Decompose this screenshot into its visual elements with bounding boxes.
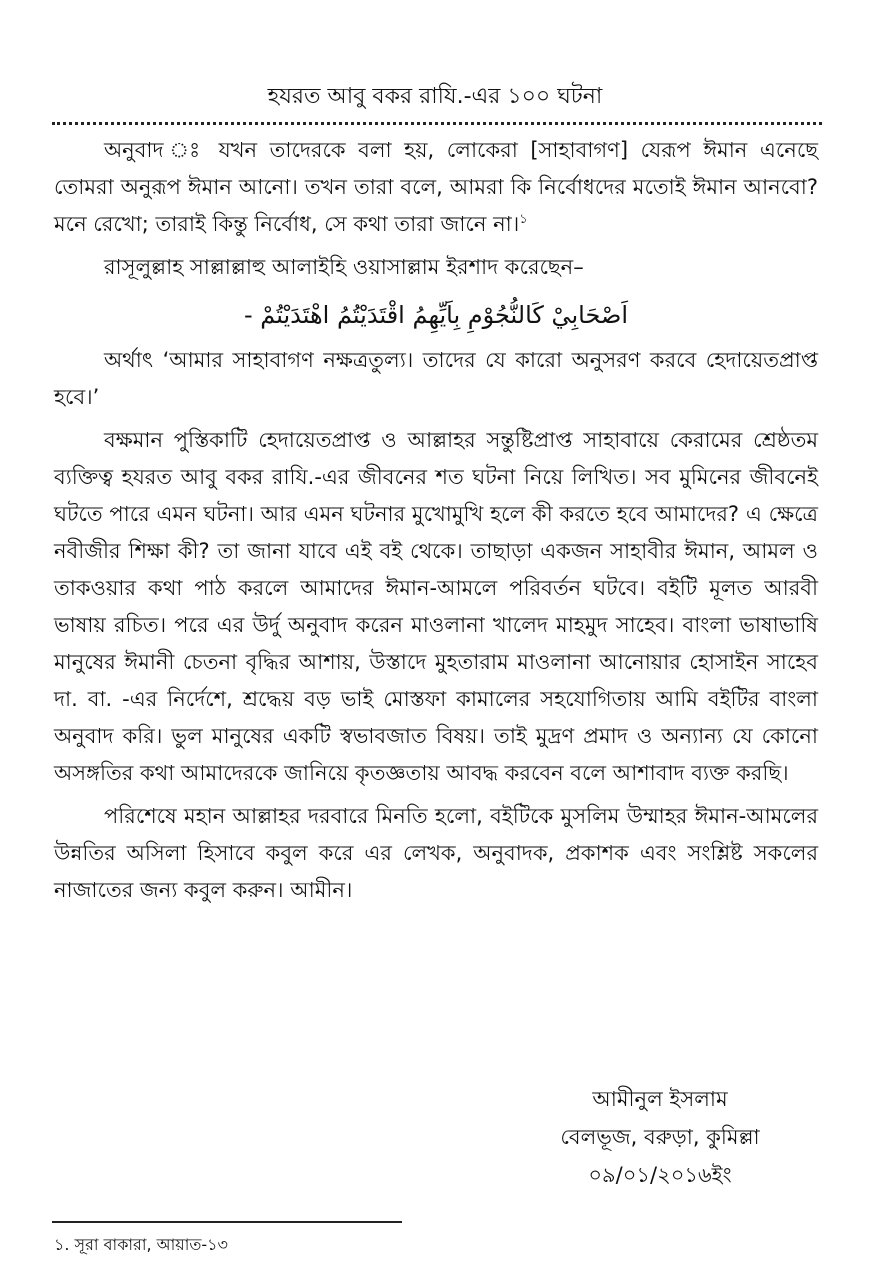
footnote-rule	[52, 1221, 402, 1223]
hadith-meaning: অর্থাৎ ‘আমার সাহাবাগণ নক্ষত্রতুল্য। তাদের যে কারো অনুসরণ করবে হেদায়েতপ্রাপ্ত হবে।’	[54, 348, 818, 409]
book-description-paragraph: বক্ষমান পুস্তিকাটি হেদায়েতপ্রাপ্ত ও আল্লাহর সন্তুষ্টিপ্রাপ্ত সাহাবায়ে কেরামের শ্রেষ্ঠতম ব্যক্তিত্ব হযরত আবু বকর রাযি.-এর জীবনের শত ঘটনা নিয়ে লিখিত। সব মুমিনের জীবনেই ঘটতে পারে এমন ঘটনা। আর এমন ঘটনার মুখোমুখি হলে কী করতে হবে আমাদের? এ ক্ষেত্রে নবীজীর শিক্ষা কী? তা জানা যাবে এই বই থেকে। তাছাড়া একজন সাহাবীর ঈমান, আমল ও তাকওয়ার কথা পাঠ করলে আমাদের ঈমান-আমলে পরিবর্তন ঘটবে। বইটি মূলত আরবী ভাষায় রচিত। পরে এর উর্দু অনুবাদ করেন মাওলানা খালেদ মাহমুদ সাহেব। বাংলা ভাষাভাষি মানুষের ঈমানী চেতনা বৃদ্ধির আশায়, উস্তাদে মুহতারাম মাওলানা আনোয়ার হোসাইন সাহেব দা. বা. -এর নির্দেশে, শ্রদ্ধেয় বড় ভাই মোস্তফা কামালের সহযোগিতায় আমি বইটির বাংলা অনুবাদ করি। ভুল মানুষের একটি স্বভাবজাত বিষয়। তাই মুদ্রণ প্রমাদ ও অন্যান্য যে কোনো অসঙ্গতির কথা আমাদেরকে জানিয়ে কৃতজ্ঞতায় আবদ্ধ করবেন বলে আশাবাদ ব্যক্ত করছি।	[54, 428, 818, 785]
signature-date: ০৯/০১/২০১৬ইং	[588, 1163, 732, 1187]
translation-paragraph	[54, 132, 818, 243]
hadith-intro: রাসূলুল্লাহ সাল্লাল্লাহু আলাইহি ওয়াসাল্লাম ইরশাদ করেছেন–	[104, 255, 584, 279]
arabic-hadith: اَصْحَابِيْ كَالنُّجُوْمِ بِاَيِّهِمُ اقْتَدَيْتُمُ اهْتَدَيْتُمْ -	[243, 301, 629, 329]
translation-text: অনুবাদ ঃ যখন তাদেরকে বলা হয়, লোকেরা [সাহাবাগণ] যেরূপ ঈমান এনেছে তোমরা অনুরূপ ঈমান আনো। তখন তারা বলে, আমরা কি নির্বোধদের মতোই ঈমান আনবো? মনে রেখো; তারাই কিন্তু নির্বোধ, সে কথা তারা জানে না।	[54, 138, 818, 236]
running-header: হযরত আবু বকর রাযি.-এর ১০০ ঘটনা	[267, 84, 603, 109]
author-place: বেলভূজ, বরুড়া, কুমিল্লা	[560, 1125, 760, 1149]
closing-prayer-paragraph: পরিশেষে মহান আল্লাহর দরবারে মিনতি হলো, বইটিকে মুসলিম উম্মাহর ঈমান-আমলের উন্নতির অসিলা হিসাবে কবুল করে এর লেখক, অনুবাদক, প্রকাশক এবং সংশ্লিষ্ট সকলের নাজাতের জন্য কবুল করুন। আমীন।	[54, 804, 818, 902]
footnote: ১. সূরা বাকারা, আয়াত-১৩	[54, 1235, 228, 1254]
page-body	[54, 132, 818, 909]
footnote-ref: ১	[519, 212, 528, 227]
header-dotted-divider	[52, 122, 822, 125]
signature-block	[480, 1080, 840, 1194]
author-name: আমীনুল ইসলাম	[592, 1087, 728, 1111]
